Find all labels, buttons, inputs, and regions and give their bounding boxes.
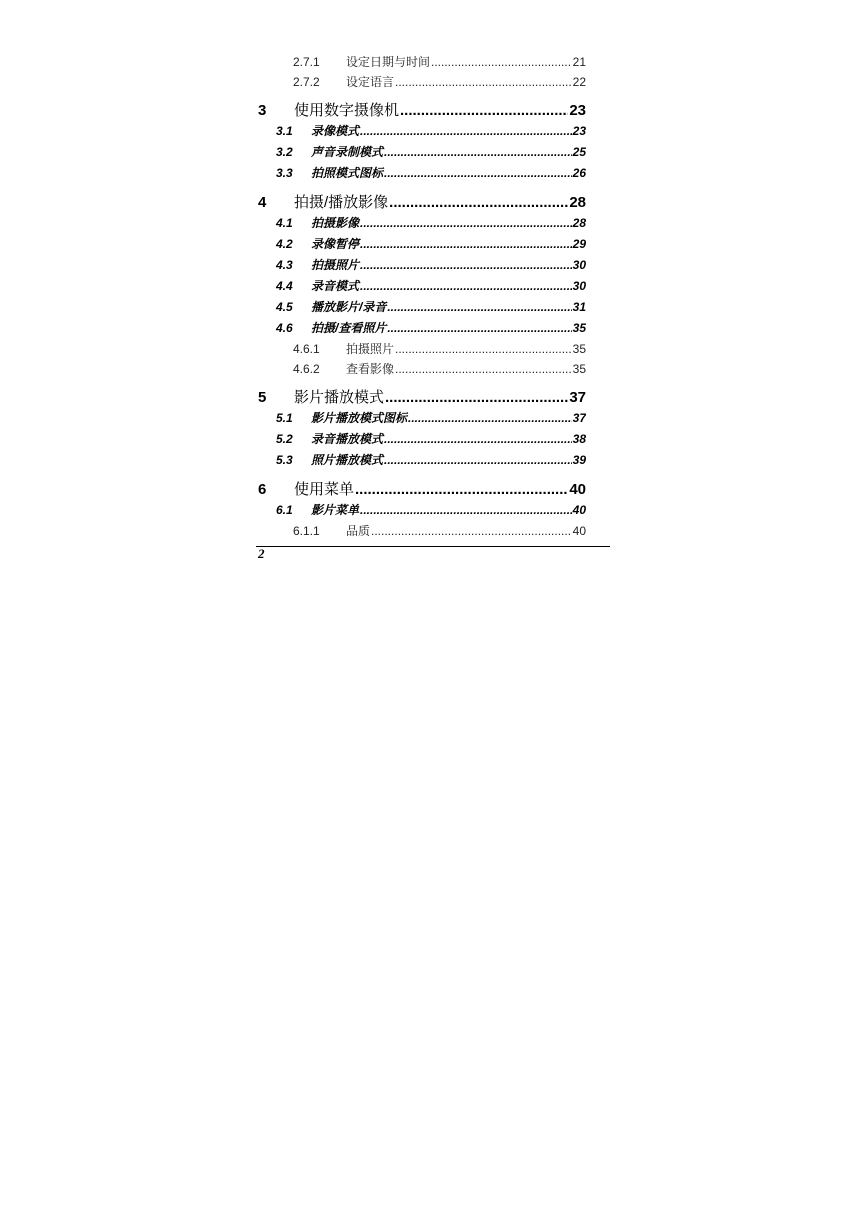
toc-entry-title: 设定日期与时间 <box>346 55 431 69</box>
toc-entry-number: 4.2 <box>276 237 293 251</box>
toc-entry-number: 5.3 <box>276 453 293 467</box>
toc-leader-dots <box>371 521 572 541</box>
toc-chapter-entry[interactable] <box>258 479 586 500</box>
toc-entry-title: 照片播放模式 <box>311 453 384 467</box>
toc-entry-number: 3.2 <box>276 145 293 159</box>
toc-entry-number: 6.1.1 <box>293 524 320 538</box>
toc-entry-number: 4.6.1 <box>293 342 320 356</box>
toc-entry-page: 37 <box>572 411 586 425</box>
toc-leader-dots <box>400 100 568 121</box>
toc-entry-title: 使用数字摄像机 <box>294 102 400 119</box>
toc-entry-page: 31 <box>572 300 586 314</box>
toc-leader-dots <box>360 500 572 521</box>
toc-section-entry[interactable] <box>258 450 586 471</box>
toc-leader-dots <box>395 359 572 379</box>
toc-leader-dots <box>360 234 572 255</box>
toc-entry-number: 4.4 <box>276 279 293 293</box>
toc-entry-number: 4.6 <box>276 321 293 335</box>
toc-entry-title: 拍照模式图标 <box>311 166 384 180</box>
toc-section-entry[interactable] <box>258 318 586 339</box>
toc-entry-page: 39 <box>572 453 586 467</box>
toc-entry-page: 28 <box>569 194 586 211</box>
toc-entry-title: 播放影片/录音 <box>311 300 387 314</box>
toc-entry-title: 录音播放模式 <box>311 432 384 446</box>
toc-entry-number: 3 <box>258 102 267 119</box>
toc-entry[interactable] <box>258 359 586 379</box>
toc-entry-number: 6.1 <box>276 503 293 517</box>
toc-entry-page: 29 <box>572 237 586 251</box>
toc-leader-dots <box>395 72 572 92</box>
toc-leader-dots <box>408 408 572 429</box>
toc-section-entry[interactable] <box>258 500 586 521</box>
toc-section-entry[interactable] <box>258 255 586 276</box>
toc-entry-page: 40 <box>572 524 586 538</box>
toc-entry-number: 3.1 <box>276 124 293 138</box>
toc-entry[interactable] <box>258 521 586 541</box>
toc-entry-page: 30 <box>572 279 586 293</box>
toc-chapter-entry[interactable] <box>258 387 586 408</box>
toc-entry-page: 38 <box>572 432 586 446</box>
toc-entry-number: 5 <box>258 389 267 406</box>
toc-chapter-entry[interactable] <box>258 192 586 213</box>
page-number: 2 <box>258 546 265 561</box>
toc-entry-page: 35 <box>572 342 586 356</box>
toc-entry-page: 40 <box>572 503 586 517</box>
toc-entry-title: 影片菜单 <box>311 503 360 517</box>
toc-leader-dots <box>355 479 568 500</box>
toc-section-entry[interactable] <box>258 297 586 318</box>
toc-leader-dots <box>384 142 572 163</box>
toc-entry-title: 拍摄影像 <box>311 216 360 230</box>
toc-entry-title: 使用菜单 <box>294 481 355 498</box>
toc-leader-dots <box>385 387 568 408</box>
toc-entry-number: 4.5 <box>276 300 293 314</box>
toc-entry-page: 35 <box>572 321 586 335</box>
toc-leader-dots <box>384 450 572 471</box>
toc-entry-page: 23 <box>572 124 586 138</box>
toc-entry-title: 录像暂停 <box>311 237 360 251</box>
table-of-contents <box>258 52 586 541</box>
toc-entry-page: 25 <box>572 145 586 159</box>
toc-entry-number: 4.6.2 <box>293 362 320 376</box>
toc-entry-page: 35 <box>572 362 586 376</box>
toc-entry-title: 影片播放模式图标 <box>311 411 408 425</box>
toc-entry-number: 2.7.2 <box>293 75 320 89</box>
toc-section-entry[interactable] <box>258 121 586 142</box>
toc-section-entry[interactable] <box>258 429 586 450</box>
toc-leader-dots <box>360 276 572 297</box>
toc-leader-dots <box>387 318 571 339</box>
toc-entry-title: 拍摄照片 <box>346 342 395 356</box>
toc-entry-page: 21 <box>572 55 586 69</box>
toc-entry-title: 录音模式 <box>311 279 360 293</box>
toc-entry-page: 30 <box>572 258 586 272</box>
toc-section-entry[interactable] <box>258 276 586 297</box>
toc-leader-dots <box>360 255 572 276</box>
toc-section-entry[interactable] <box>258 408 586 429</box>
toc-entry-title: 录像模式 <box>311 124 360 138</box>
toc-leader-dots <box>395 339 572 359</box>
toc-chapter-entry[interactable] <box>258 100 586 121</box>
toc-entry-title: 拍摄照片 <box>311 258 360 272</box>
toc-entry-page: 37 <box>569 389 586 406</box>
toc-section-entry[interactable] <box>258 163 586 184</box>
toc-entry-number: 3.3 <box>276 166 293 180</box>
toc-entry[interactable] <box>258 72 586 92</box>
toc-entry-page: 23 <box>569 102 586 119</box>
toc-entry-title: 影片播放模式 <box>294 389 385 406</box>
toc-entry-number: 2.7.1 <box>293 55 320 69</box>
toc-entry-page: 28 <box>572 216 586 230</box>
toc-entry-title: 拍摄/播放影像 <box>294 194 389 211</box>
footer-divider <box>256 546 610 547</box>
toc-section-entry[interactable] <box>258 213 586 234</box>
toc-leader-dots <box>384 429 572 450</box>
toc-entry-title: 声音录制模式 <box>311 145 384 159</box>
toc-leader-dots <box>384 163 572 184</box>
toc-entry[interactable] <box>258 339 586 359</box>
toc-entry-page: 40 <box>569 481 586 498</box>
toc-entry-title: 品质 <box>346 524 371 538</box>
toc-section-entry[interactable] <box>258 234 586 255</box>
toc-entry-page: 26 <box>572 166 586 180</box>
toc-section-entry[interactable] <box>258 142 586 163</box>
toc-entry-title: 设定语言 <box>346 75 395 89</box>
toc-entry-number: 5.2 <box>276 432 293 446</box>
toc-entry-number: 6 <box>258 481 267 498</box>
toc-leader-dots <box>387 297 571 318</box>
toc-leader-dots <box>360 213 572 234</box>
toc-entry-title: 拍摄/查看照片 <box>311 321 387 335</box>
toc-entry[interactable] <box>258 52 586 72</box>
toc-leader-dots <box>360 121 572 142</box>
toc-entry-title: 查看影像 <box>346 362 395 376</box>
toc-entry-number: 5.1 <box>276 411 293 425</box>
toc-leader-dots <box>431 52 572 72</box>
toc-entry-number: 4.1 <box>276 216 293 230</box>
toc-entry-number: 4 <box>258 194 267 211</box>
toc-entry-number: 4.3 <box>276 258 293 272</box>
toc-entry-page: 22 <box>572 75 586 89</box>
toc-leader-dots <box>389 192 568 213</box>
